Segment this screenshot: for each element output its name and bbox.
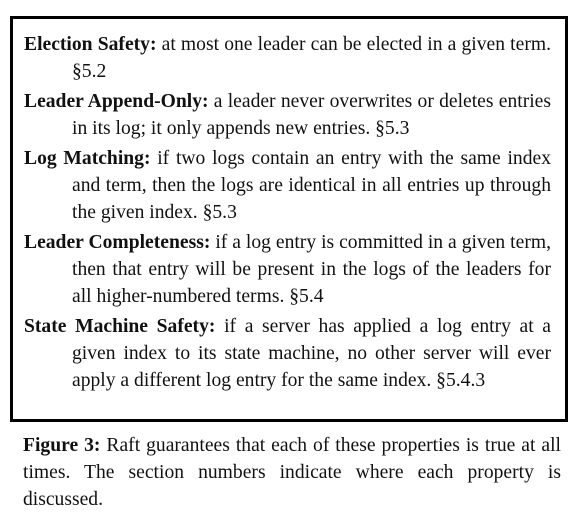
- figure-caption: [23, 432, 561, 513]
- property-log-matching: [24, 145, 551, 226]
- property-name: Election Safety:: [24, 34, 157, 55]
- property-name: State Machine Safety:: [24, 316, 216, 337]
- figure-label: Figure 3:: [23, 435, 101, 456]
- property-text: if a server has applied a log entry at a given index to its state machine, no other server will ever apply a different log entry for the same index. §5.4.3: [72, 316, 552, 391]
- property-leader-append-only: [24, 88, 551, 142]
- property-election-safety: [24, 31, 551, 85]
- property-name: Leader Completeness:: [24, 232, 211, 253]
- property-name: Leader Append-Only:: [24, 91, 209, 112]
- properties-box: [10, 16, 568, 422]
- figure-caption-text: Raft guarantees that each of these properties is true at all times. The section numbers indicate where each property is discussed.: [23, 435, 561, 510]
- property-text: at most one leader can be elected in a given term. §5.2: [72, 34, 551, 82]
- property-name: Log Matching:: [24, 148, 151, 169]
- property-leader-completeness: [24, 229, 551, 310]
- property-text: if two logs contain an entry with the same index and term, then the logs are identical in all entries up through the given index. §5.3: [72, 148, 551, 223]
- property-state-machine-safety: [24, 313, 551, 394]
- property-text: if a log entry is committed in a given term, then that entry will be present in the logs of the leaders for all higher-numbered terms. §5.4: [72, 232, 551, 307]
- property-text: a leader never overwrites or deletes entries in its log; it only appends new entries. §5.3: [72, 91, 551, 139]
